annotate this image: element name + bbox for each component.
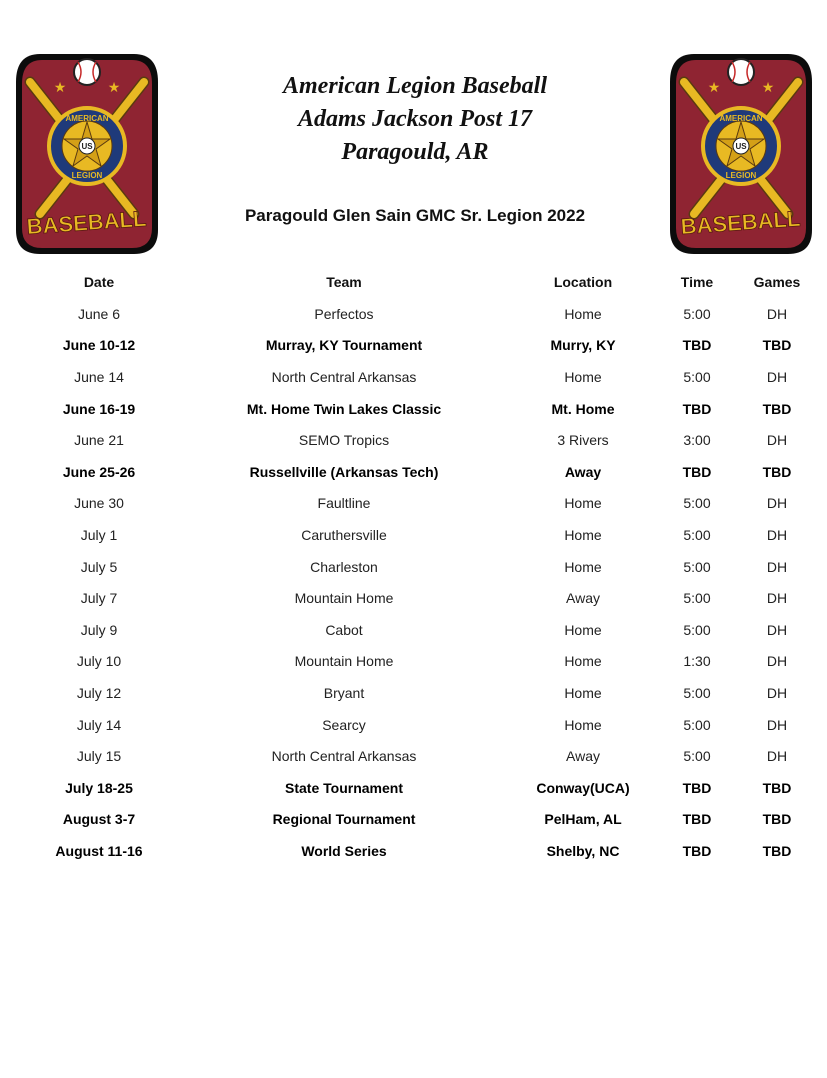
cell-time: TBD: [682, 842, 712, 859]
baseball-icon: [728, 59, 754, 85]
table-row: [20, 772, 816, 804]
cell-date: July 7: [80, 590, 118, 607]
cell-team: Russellville (Arkansas Tech): [249, 463, 439, 480]
cell-games: DH: [766, 368, 788, 385]
cell-time: 5:00: [683, 558, 711, 575]
cell-games: DH: [766, 558, 788, 575]
cell-location: Home: [564, 621, 602, 638]
cell-team: Bryant: [323, 684, 365, 701]
title-line-organization: American Legion Baseball: [283, 73, 547, 99]
table-row: [20, 424, 816, 456]
table-row: [20, 393, 816, 425]
table-row: [20, 298, 816, 330]
cell-team: Mountain Home: [294, 590, 394, 607]
star-icon: ★: [107, 80, 121, 96]
cell-team: North Central Arkansas: [271, 368, 417, 385]
cell-team: Charleston: [310, 558, 378, 575]
cell-time: 5:00: [683, 684, 711, 701]
table-row: [20, 835, 816, 867]
legion-emblem: [49, 108, 125, 184]
emblem-center-text: US: [81, 142, 93, 151]
column-header-time: Time: [680, 274, 714, 290]
cell-games: TBD: [762, 337, 792, 354]
cell-location: Home: [564, 716, 602, 733]
table-row: [20, 551, 816, 583]
cell-location: Mt. Home: [551, 400, 615, 417]
cell-location: Away: [564, 463, 602, 480]
column-header-location: Location: [553, 274, 613, 290]
emblem-center-text: US: [735, 142, 747, 151]
cell-date: June 10-12: [62, 337, 136, 354]
table-row: [20, 330, 816, 362]
cell-location: Home: [564, 684, 602, 701]
table-row: [20, 361, 816, 393]
cell-team: Faultline: [317, 495, 371, 512]
table-row: [20, 488, 816, 520]
cell-team: SEMO Tropics: [298, 432, 390, 449]
cell-location: Home: [564, 368, 602, 385]
cell-date: June 16-19: [62, 400, 136, 417]
cell-time: TBD: [682, 779, 712, 796]
cell-date: June 6: [77, 305, 121, 322]
cell-location: Away: [566, 590, 600, 607]
baseball-icon: [74, 59, 100, 85]
cell-team: State Tournament: [285, 779, 403, 796]
cell-date: July 14: [76, 716, 122, 733]
cell-games: DH: [766, 748, 788, 765]
table-row: [20, 646, 816, 678]
cell-location: Home: [564, 653, 602, 670]
logo-banner-text: BASEBALL: [679, 205, 802, 240]
cell-team: Mountain Home: [294, 653, 394, 670]
page-title: [230, 70, 600, 169]
column-header-games: Games: [753, 274, 801, 290]
table-row: [20, 614, 816, 646]
cell-games: DH: [766, 305, 788, 322]
table-row: [20, 582, 816, 614]
cell-team: Perfectos: [314, 305, 374, 322]
cell-date: July 15: [76, 748, 122, 765]
cell-date: July 12: [76, 684, 122, 701]
emblem-top-text: AMERICAN: [65, 114, 109, 123]
emblem-top-text: AMERICAN: [719, 114, 763, 123]
star-icon: ★: [761, 80, 775, 96]
cell-team: Caruthersville: [301, 526, 387, 543]
cell-time: 1:30: [683, 653, 711, 670]
cell-location: Home: [564, 305, 602, 322]
cell-location: Away: [566, 748, 600, 765]
table-header-row: [20, 266, 816, 298]
table-row: [20, 677, 816, 709]
cell-games: DH: [766, 716, 788, 733]
american-legion-baseball-logo-right: [666, 42, 816, 257]
table-row: [20, 519, 816, 551]
cell-time: TBD: [682, 337, 712, 354]
cell-team: Cabot: [325, 621, 363, 638]
column-header-team: Team: [326, 274, 362, 290]
cell-time: TBD: [682, 400, 712, 417]
cell-time: 5:00: [683, 305, 711, 322]
cell-team: Mt. Home Twin Lakes Classic: [246, 400, 442, 417]
cell-time: 5:00: [683, 716, 711, 733]
cell-games: DH: [766, 590, 788, 607]
schedule-subtitle: Paragould Glen Sain GMC Sr. Legion 2022: [244, 206, 586, 225]
column-header-date: Date: [83, 274, 115, 290]
cell-games: DH: [766, 653, 788, 670]
cell-location: Home: [564, 558, 602, 575]
logo-banner-text: BASEBALL: [25, 205, 148, 240]
cell-games: DH: [766, 684, 788, 701]
cell-date: July 10: [76, 653, 122, 670]
table-row: [20, 740, 816, 772]
cell-games: TBD: [762, 779, 792, 796]
cell-time: 5:00: [683, 495, 711, 512]
cell-games: DH: [766, 495, 788, 512]
table-row: [20, 709, 816, 741]
cell-games: TBD: [762, 463, 792, 480]
cell-games: DH: [766, 432, 788, 449]
cell-time: 5:00: [683, 748, 711, 765]
cell-location: Murry, KY: [550, 337, 616, 354]
cell-date: June 21: [74, 432, 124, 449]
emblem-bottom-text: LEGION: [725, 171, 757, 180]
cell-time: TBD: [682, 811, 712, 828]
cell-time: 5:00: [683, 368, 711, 385]
schedule-table: [20, 266, 816, 867]
cell-location: Home: [564, 495, 602, 512]
cell-time: 5:00: [683, 621, 711, 638]
cell-date: June 25-26: [62, 463, 136, 480]
cell-date: July 18-25: [65, 779, 133, 796]
cell-games: DH: [766, 621, 788, 638]
cell-date: August 3-7: [62, 811, 136, 828]
cell-team: North Central Arkansas: [271, 748, 417, 765]
cell-date: July 5: [80, 558, 118, 575]
cell-date: August 11-16: [55, 842, 143, 859]
cell-location: Home: [564, 526, 602, 543]
cell-date: July 9: [80, 621, 118, 638]
cell-team: World Series: [301, 842, 387, 859]
emblem-bottom-text: LEGION: [71, 171, 103, 180]
cell-location: Shelby, NC: [546, 842, 620, 859]
cell-location: PelHam, AL: [544, 811, 622, 828]
cell-time: TBD: [682, 463, 712, 480]
cell-date: July 1: [80, 526, 118, 543]
table-row: [20, 804, 816, 836]
title-line-city: Paragould, AR: [341, 139, 489, 165]
cell-team: Searcy: [322, 716, 366, 733]
cell-location: Conway(UCA): [536, 779, 630, 796]
star-icon: ★: [707, 80, 721, 96]
cell-date: June 30: [74, 495, 124, 512]
cell-team: Regional Tournament: [272, 811, 416, 828]
cell-time: 5:00: [683, 590, 711, 607]
title-line-post: Adams Jackson Post 17: [297, 106, 533, 132]
cell-location: 3 Rivers: [557, 432, 609, 449]
cell-games: DH: [766, 526, 788, 543]
cell-date: June 14: [74, 368, 124, 385]
cell-time: 5:00: [683, 526, 711, 543]
table-row: [20, 456, 816, 488]
american-legion-baseball-logo-left: [12, 42, 162, 257]
cell-time: 3:00: [683, 432, 711, 449]
cell-team: Murray, KY Tournament: [265, 337, 423, 354]
cell-games: TBD: [762, 811, 792, 828]
star-icon: ★: [53, 80, 67, 96]
cell-games: TBD: [762, 400, 792, 417]
cell-games: TBD: [762, 842, 792, 859]
legion-emblem: [703, 108, 779, 184]
